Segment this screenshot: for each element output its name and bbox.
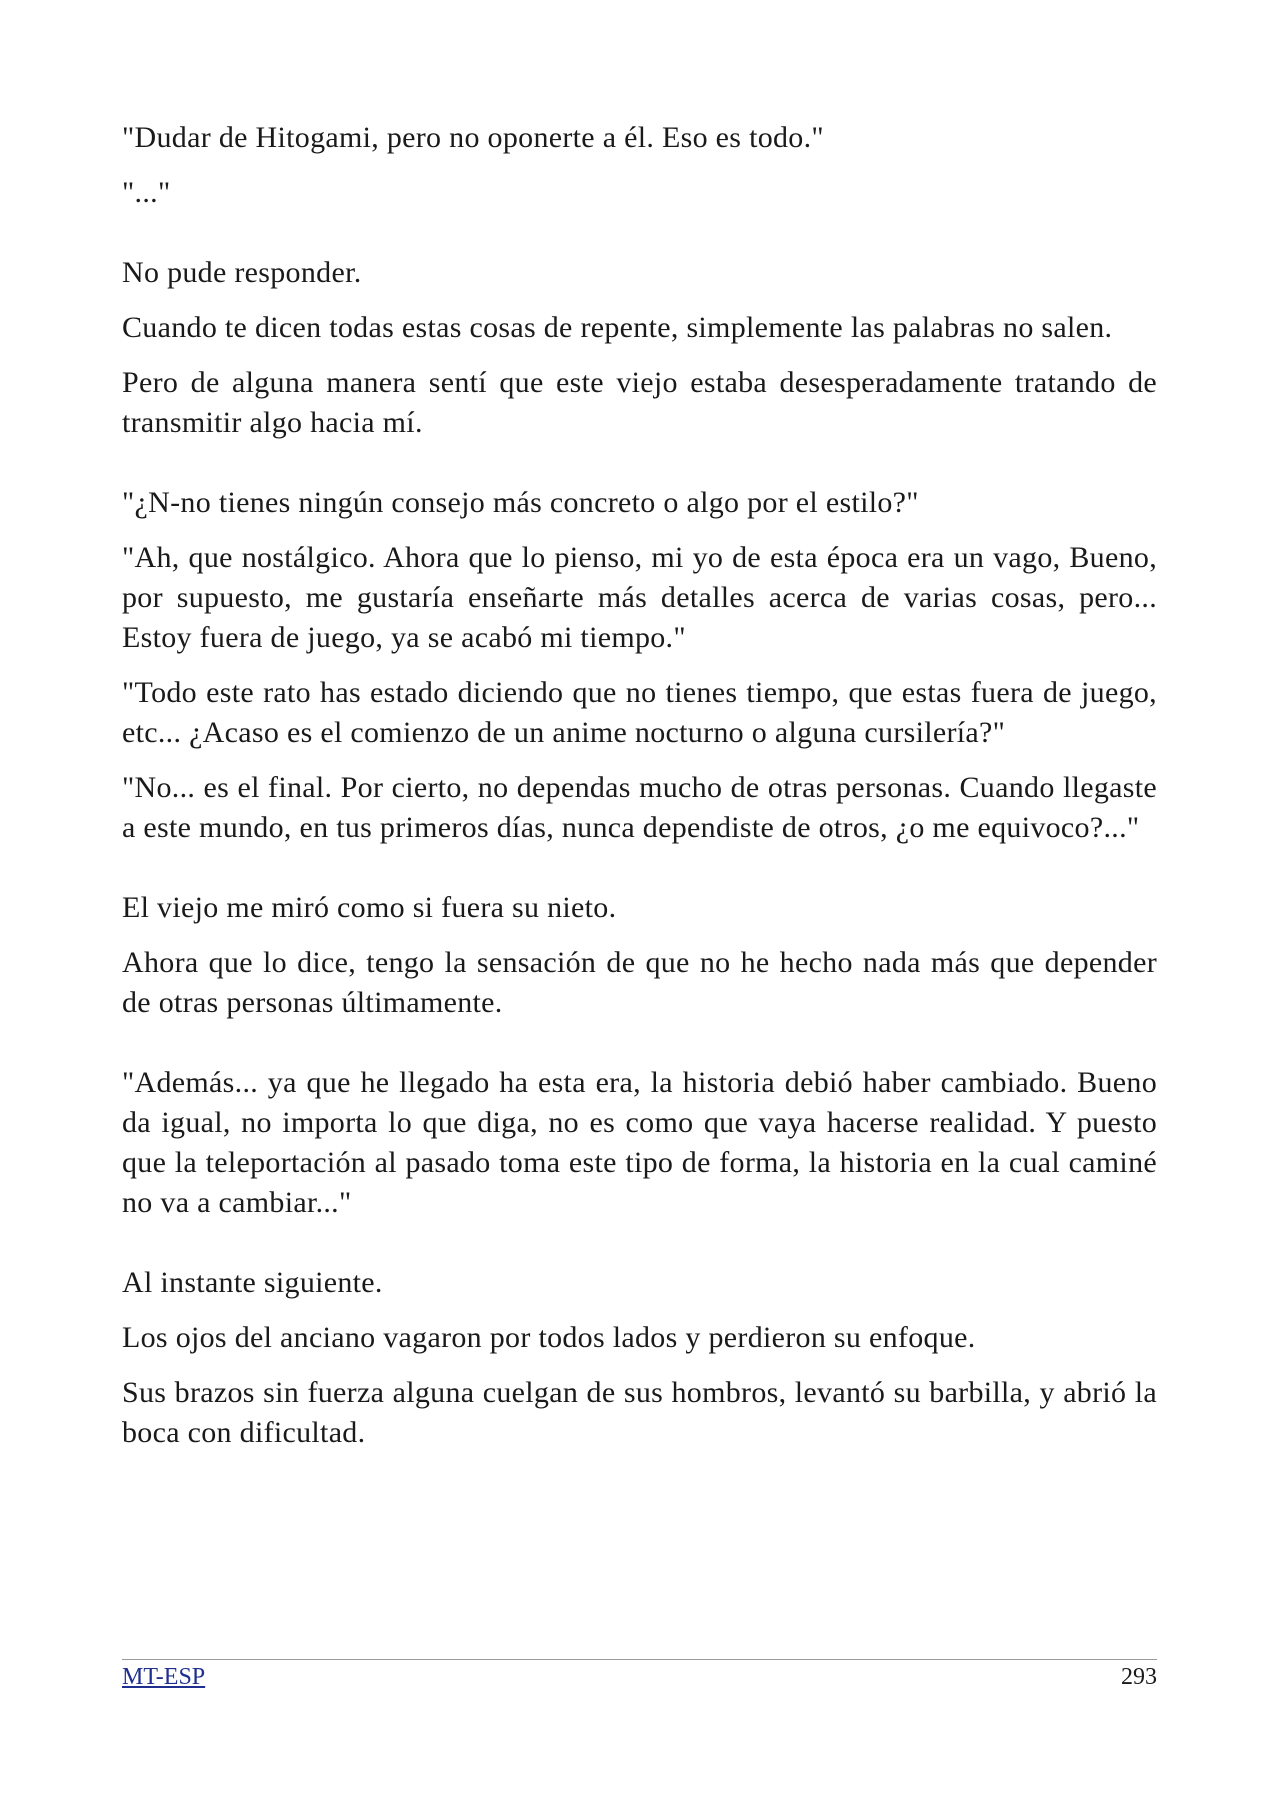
paragraph: "Dudar de Hitogami, pero no oponerte a él. Eso es todo." (122, 121, 824, 154)
paragraph: No pude responder. (122, 256, 362, 289)
paragraph: "Ah, que nostálgico. Ahora que lo pienso, mi yo de esta época era un vago, Bueno, por supuesto, me gustaría enseñarte más detalles acerca de varias cosas, pero... Estoy fuera de juego, ya se acabó mi tiempo." (122, 541, 1157, 654)
paragraph: "Además... ya que he llegado ha esta era, la historia debió haber cambiado. Bueno da igual, no importa lo que diga, no es como que vaya hacerse realidad. Y puesto que la teleportación al pasado toma este tipo de forma, la historia en la cual caminé no va a cambiar..." (122, 1066, 1157, 1219)
paragraph: Pero de alguna manera sentí que este viejo estaba desesperadamente tratando de transmitir algo hacia mí. (122, 366, 1157, 439)
paragraph: "¿N-no tienes ningún consejo más concreto o algo por el estilo?" (122, 486, 919, 519)
page-body (122, 118, 1157, 1468)
paragraph: Cuando te dicen todas estas cosas de repente, simplemente las palabras no salen. (122, 311, 1113, 344)
paragraph: "Todo este rato has estado diciendo que no tienes tiempo, que estas fuera de juego, etc... ¿Acaso es el comienzo de un anime nocturno o alguna cursilería?" (122, 676, 1157, 749)
paragraph: Ahora que lo dice, tengo la sensación de que no he hecho nada más que depender de otras personas últimamente. (122, 946, 1157, 1019)
footer-source-link[interactable]: MT-ESP (122, 1664, 206, 1690)
paragraph: "No... es el final. Por cierto, no dependas mucho de otras personas. Cuando llegaste a este mundo, en tus primeros días, nunca dependiste de otros, ¿o me equivoco?..." (122, 771, 1157, 844)
page-number: 293 (1121, 1664, 1157, 1690)
paragraph: El viejo me miró como si fuera su nieto. (122, 891, 617, 924)
page-footer (122, 1659, 1157, 1692)
paragraph: Los ojos del anciano vagaron por todos lados y perdieron su enfoque. (122, 1321, 976, 1354)
paragraph: "..." (122, 176, 171, 209)
paragraph: Sus brazos sin fuerza alguna cuelgan de sus hombros, levantó su barbilla, y abrió la boca con dificultad. (122, 1376, 1157, 1449)
paragraph: Al instante siguiente. (122, 1266, 383, 1299)
